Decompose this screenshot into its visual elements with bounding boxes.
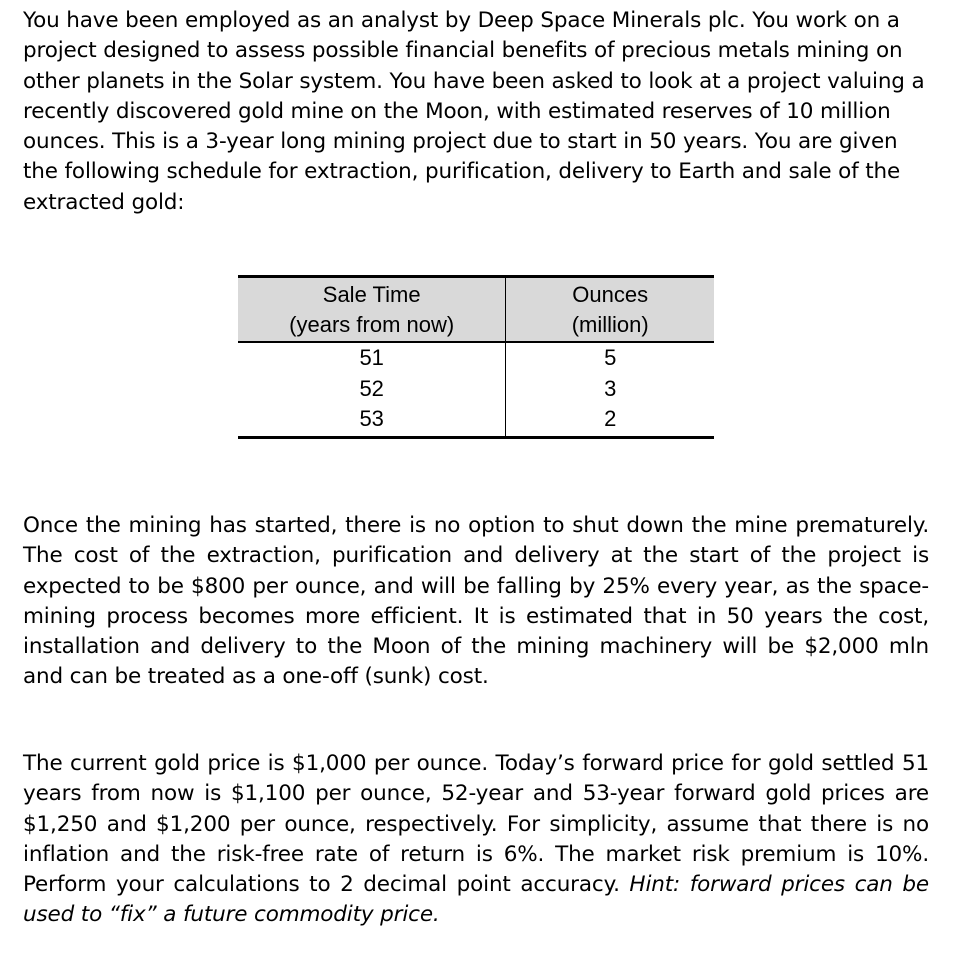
table-row bbox=[238, 404, 714, 437]
intro-paragraph: You have been employed as an analyst by Deep Space Minerals plc. You work on a project designed to assess possible financial benefits of precious metals mining on other planets in the Solar system. You have been asked to look at a project valuing a recently discovered gold mine on the Moon, with estimated reserves of 10 million ounces. This is a 3-year long mining project due to start in 50 years. You are given the following schedule for extraction, purification, delivery to Earth and sale of the extracted gold: bbox=[23, 8, 925, 215]
costs-paragraph: Once the mining has started, there is no option to shut down the mine prematurely. The cost of the extraction, purification and delivery at the start of the project is expected to be $800 per ounce, and will be falling by 25% every year, as the space-mining process becomes more efficient. It is estimated that in 50 years the cost, installation and delivery to the Moon of the mining machinery will be $2,000 mln and can be treated as a one-off (sunk) cost. bbox=[23, 513, 929, 690]
table-row bbox=[238, 374, 714, 405]
table-header-row bbox=[238, 277, 714, 343]
table-row bbox=[238, 342, 714, 374]
prices-paragraph bbox=[23, 749, 929, 931]
ounces-header-line2: (million) bbox=[571, 312, 649, 337]
sale-time-header bbox=[238, 277, 506, 343]
ounces-cell: 2 bbox=[506, 404, 714, 437]
ounces-cell: 5 bbox=[604, 345, 617, 370]
sale-time-header-line2: (years from now) bbox=[289, 312, 455, 337]
sale-time-cell: 53 bbox=[238, 404, 506, 437]
ounces-header-line1: Ounces bbox=[572, 282, 649, 307]
sale-time-cell: 51 bbox=[238, 342, 506, 374]
prices-text: The current gold price is $1,000 per ounce. Today’s forward price for gold settled 51 years from now is $1,100 per ounce, 52-year and 53-year forward gold prices are $1,250 and $1,200 per ounce, respectively. For simplicity, assume that there is no inflation and the risk-free rate of return is 6%. The market risk premium is 10%. Perform your calculations to 2 decimal point accuracy. bbox=[23, 751, 929, 898]
sale-time-cell: 52 bbox=[238, 374, 506, 405]
ounces-cell: 3 bbox=[604, 375, 617, 401]
ounces-header bbox=[506, 277, 714, 343]
sale-time-header-line1: Sale Time bbox=[322, 282, 421, 307]
extraction-schedule-table bbox=[238, 275, 714, 439]
hint-text: Hint: forward prices can be used to “fix” a future commodity price. bbox=[23, 872, 929, 928]
